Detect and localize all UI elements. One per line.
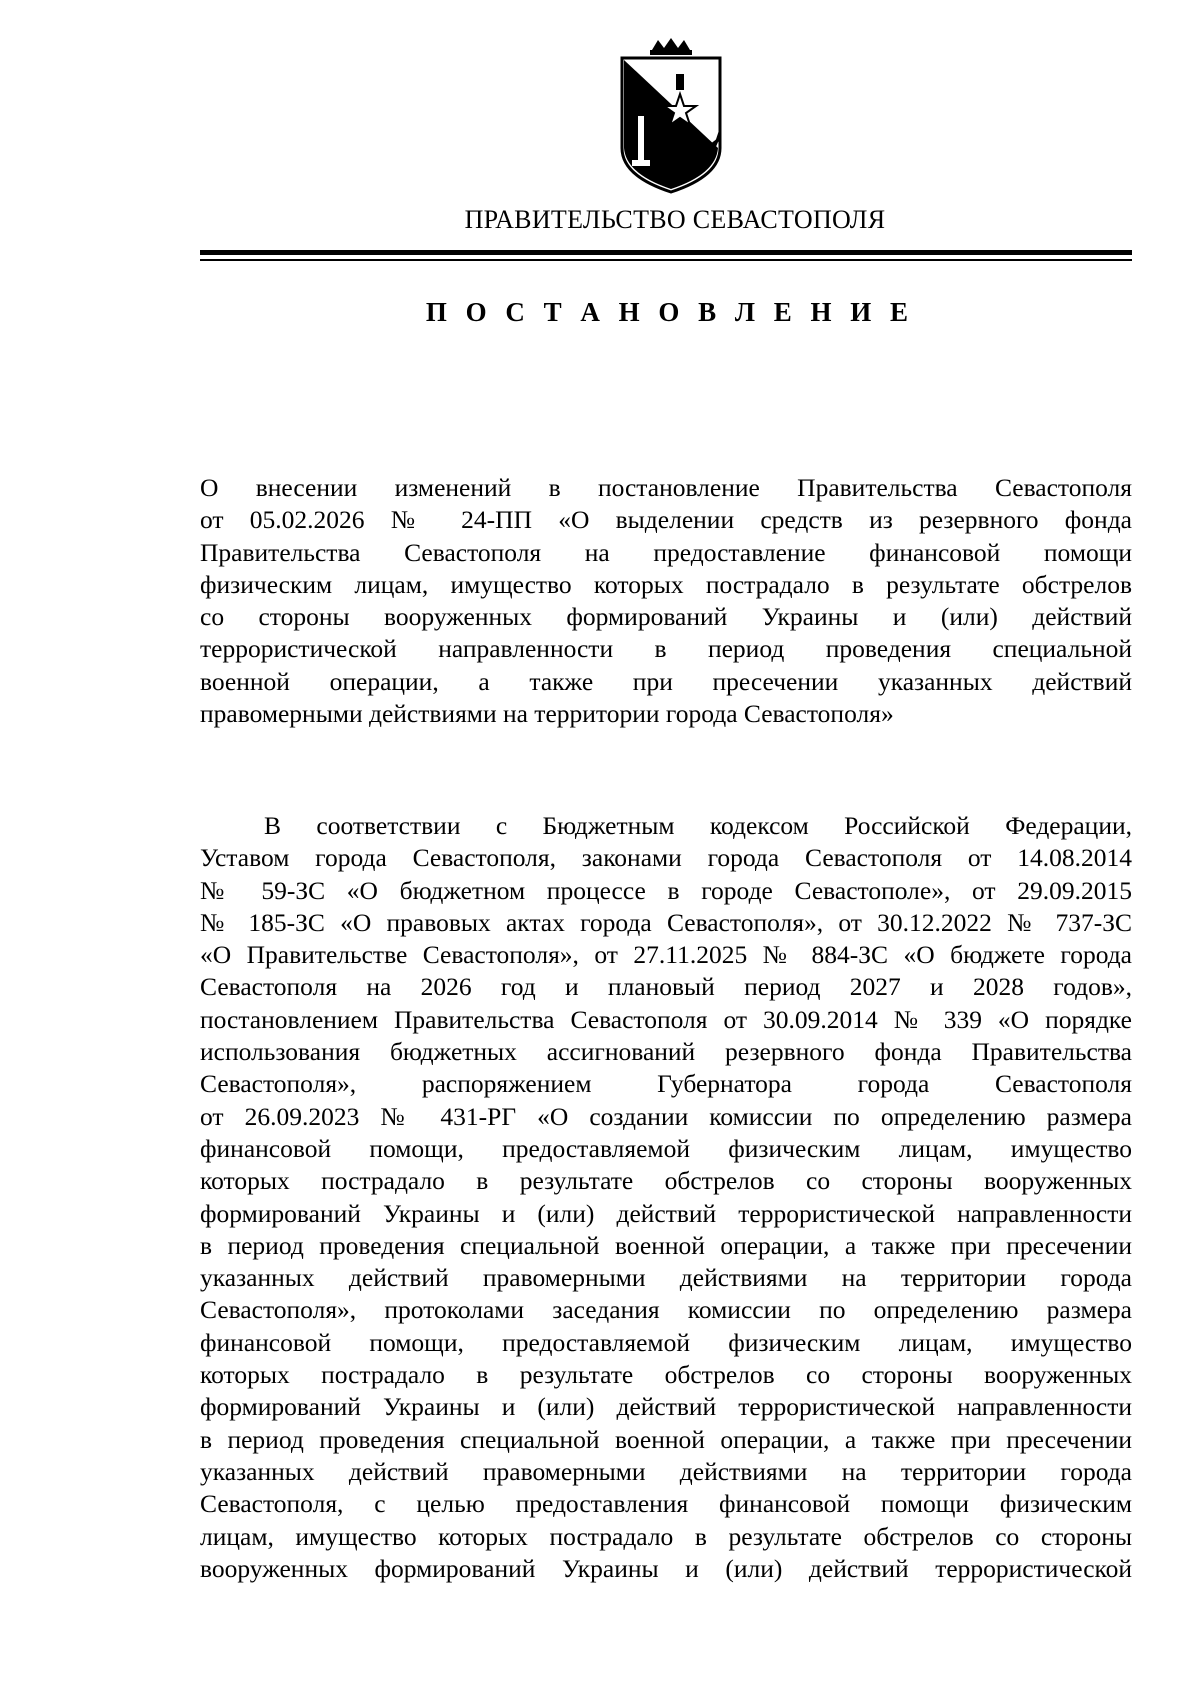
title-line: от 05.02.2026 № 24-ПП «О выделении средств из резервного фонда — [200, 505, 1132, 535]
body-line: которых пострадало в результате обстрелов со стороны вооруженных — [200, 1166, 1132, 1196]
title-line: со стороны вооруженных формирований Украины и (или) действий — [200, 602, 1132, 632]
body-line: финансовой помощи, предоставляемой физическим лицам, имущество — [200, 1327, 1132, 1357]
title-line: военной операции, а также при пресечении указанных действий — [200, 666, 1132, 696]
sevastopol-coat-of-arms-icon — [608, 36, 734, 196]
body-line: от 26.09.2023 № 431-РГ «О создании комиссии по определению размера — [200, 1101, 1132, 1131]
body-line: финансовой помощи, предоставляемой физическим лицам, имущество — [200, 1133, 1132, 1163]
document-title — [200, 472, 1132, 730]
body-line: в период проведения специальной военной операции, а также при пресечении — [200, 1230, 1132, 1260]
body-line: постановлением Правительства Севастополя от 30.09.2014 № 339 «О порядке — [200, 1004, 1132, 1034]
body-line: в период проведения специальной военной операции, а также при пресечении — [200, 1424, 1132, 1454]
body-line: формирований Украины и (или) действий террористической направленности — [200, 1392, 1132, 1422]
body-line: Севастополя, с целью предоставления финансовой помощи физическим — [200, 1489, 1132, 1519]
body-line: Севастополя на 2026 год и плановый период 2027 и 2028 годов», — [200, 972, 1132, 1002]
body-line: Уставом города Севастополя, законами города Севастополя от 14.08.2014 — [200, 843, 1132, 873]
document-type-heading: П О С Т А Н О В Л Е Н И Е — [425, 297, 915, 327]
body-line: Севастополя», распоряжением Губернатора города Севастополя — [200, 1069, 1132, 1099]
body-line: использования бюджетных ассигнований резервного фонда Правительства — [200, 1037, 1132, 1067]
body-line: указанных действий правомерными действиями на территории города — [200, 1456, 1132, 1486]
body-line: «О Правительстве Севастополя», от 27.11.2025 № 884-ЗС «О бюджете города — [200, 940, 1132, 970]
body-line: которых пострадало в результате обстрелов со стороны вооруженных — [200, 1360, 1132, 1390]
body-line: № 59-ЗС «О бюджетном процессе в городе Севастополе», от 29.09.2015 — [200, 875, 1132, 905]
header-rule-thick — [200, 250, 1132, 255]
document-body — [200, 810, 1132, 1585]
body-line: № 185-ЗС «О правовых актах города Севастополя», от 30.12.2022 № 737-ЗС — [200, 907, 1132, 937]
body-line: лицам, имущество которых пострадало в результате обстрелов со стороны — [200, 1521, 1132, 1551]
title-line: Правительства Севастополя на предоставление финансовой помощи — [200, 537, 1132, 567]
organization-name: ПРАВИТЕЛЬСТВО СЕВАСТОПОЛЯ — [464, 205, 886, 234]
body-line: Севастополя», протоколами заседания комиссии по определению размера — [200, 1295, 1132, 1325]
title-line: правомерными действиями на территории города Севастополя» — [200, 699, 894, 729]
title-line: физическим лицам, имущество которых пострадало в результате обстрелов — [200, 569, 1132, 599]
body-line: указанных действий правомерными действиями на территории города — [200, 1263, 1132, 1293]
title-line: О внесении изменений в постановление Правительства Севастополя — [200, 473, 1132, 502]
title-line: террористической направленности в период проведения специальной — [200, 634, 1132, 664]
body-line: В соответствии с Бюджетным кодексом Российской Федерации, — [264, 811, 1132, 840]
header-rule-thin — [200, 259, 1132, 261]
body-line: формирований Украины и (или) действий террористической направленности — [200, 1198, 1132, 1228]
body-line: вооруженных формирований Украины и (или) действий террористической — [200, 1553, 1132, 1583]
